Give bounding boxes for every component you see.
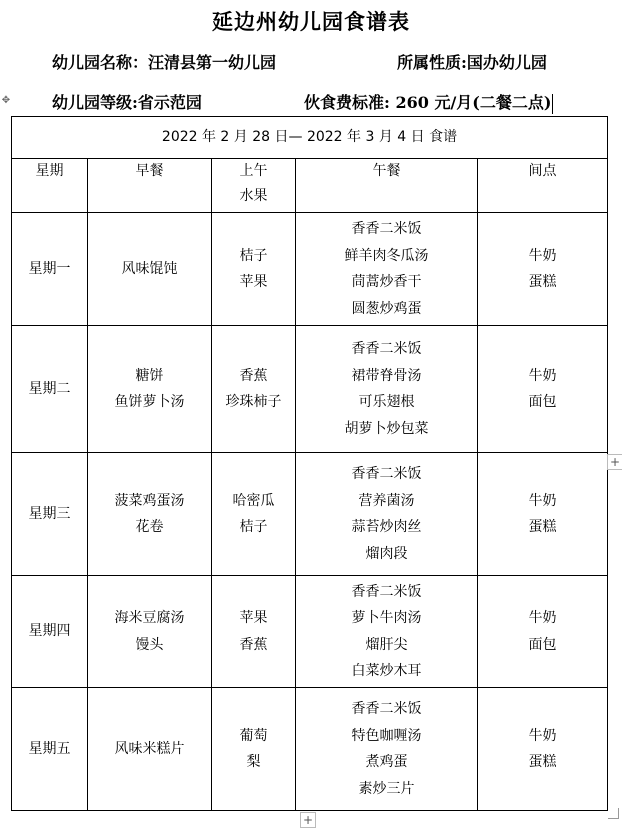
lunch-cell: 香香二米饭 萝卜牛肉汤 熘肝尖 白菜炒木耳 [296,576,478,688]
lunch-cell: 香香二米饭 裙带脊骨汤 可乐翅根 胡萝卜炒包菜 [296,326,478,453]
header-breakfast: 早餐 [88,159,212,213]
day-cell: 星期三 [12,453,88,576]
date-range-cell [12,117,608,159]
header-snack: 间点 [478,159,608,213]
kindergarten-grade: 幼儿园等级:省示范园 [52,93,202,112]
breakfast-cell: 海米豆腐汤 馒头 [88,576,212,688]
text-cursor [552,94,553,114]
header-fruit: 上午 水果 [212,159,296,213]
day-cell: 星期五 [12,688,88,811]
table-move-handle-icon[interactable]: ✥ [1,95,11,106]
snack-cell: 牛奶 蛋糕 [478,213,608,326]
fruit-cell: 苹果 香蕉 [212,576,296,688]
document-title: 延边州幼儿园食谱表 [212,9,410,34]
kindergarten-name: 幼儿园名称：汪清县第一幼儿园 [52,53,277,72]
table-row [12,326,608,453]
fruit-cell: 香蕉 珍珠柿子 [212,326,296,453]
table-row [12,688,608,811]
day-cell: 星期二 [12,326,88,453]
snack-cell: 牛奶 面包 [478,576,608,688]
insert-row-plus-icon[interactable]: + [607,454,622,470]
table-row [12,453,608,576]
header-lunch: 午餐 [296,159,478,213]
lunch-cell: 香香二米饭 营养菌汤 蒜苔炒肉丝 熘肉段 [296,453,478,576]
header-day: 星期 [12,159,88,213]
breakfast-cell: 菠菜鸡蛋汤 花卷 [88,453,212,576]
header-row [12,159,608,213]
day-cell: 星期一 [12,213,88,326]
date-range: 2022 年 2 月 28 日— 2022 年 3 月 4 日 食谱 [161,129,458,145]
snack-cell: 牛奶 蛋糕 [478,688,608,811]
breakfast-cell: 风味米糕片 [88,688,212,811]
insert-column-plus-icon[interactable]: + [300,812,316,828]
snack-cell: 牛奶 蛋糕 [478,453,608,576]
menu-table [11,116,608,811]
kindergarten-nature: 所属性质:国办幼儿园 [397,53,547,72]
table-row [12,576,608,688]
breakfast-cell: 糖饼 鱼饼萝卜汤 [88,326,212,453]
breakfast-cell: 风味馄饨 [88,213,212,326]
fruit-cell: 葡萄 梨 [212,688,296,811]
day-cell: 星期四 [12,576,88,688]
fruit-cell: 桔子 苹果 [212,213,296,326]
date-row [12,117,608,159]
fruit-cell: 哈密瓜 桔子 [212,453,296,576]
lunch-cell: 香香二米饭 鲜羊肉冬瓜汤 茼蒿炒香干 圆葱炒鸡蛋 [296,213,478,326]
snack-cell: 牛奶 面包 [478,326,608,453]
meal-fee-standard[interactable] [304,90,553,114]
table-row [12,213,608,326]
meal-fee-text: 伙食费标准: 260 元/月(二餐二点) [304,93,552,112]
lunch-cell: 香香二米饭 特色咖喱汤 煮鸡蛋 素炒三片 [296,688,478,811]
table-resize-handle-icon[interactable] [608,808,619,819]
